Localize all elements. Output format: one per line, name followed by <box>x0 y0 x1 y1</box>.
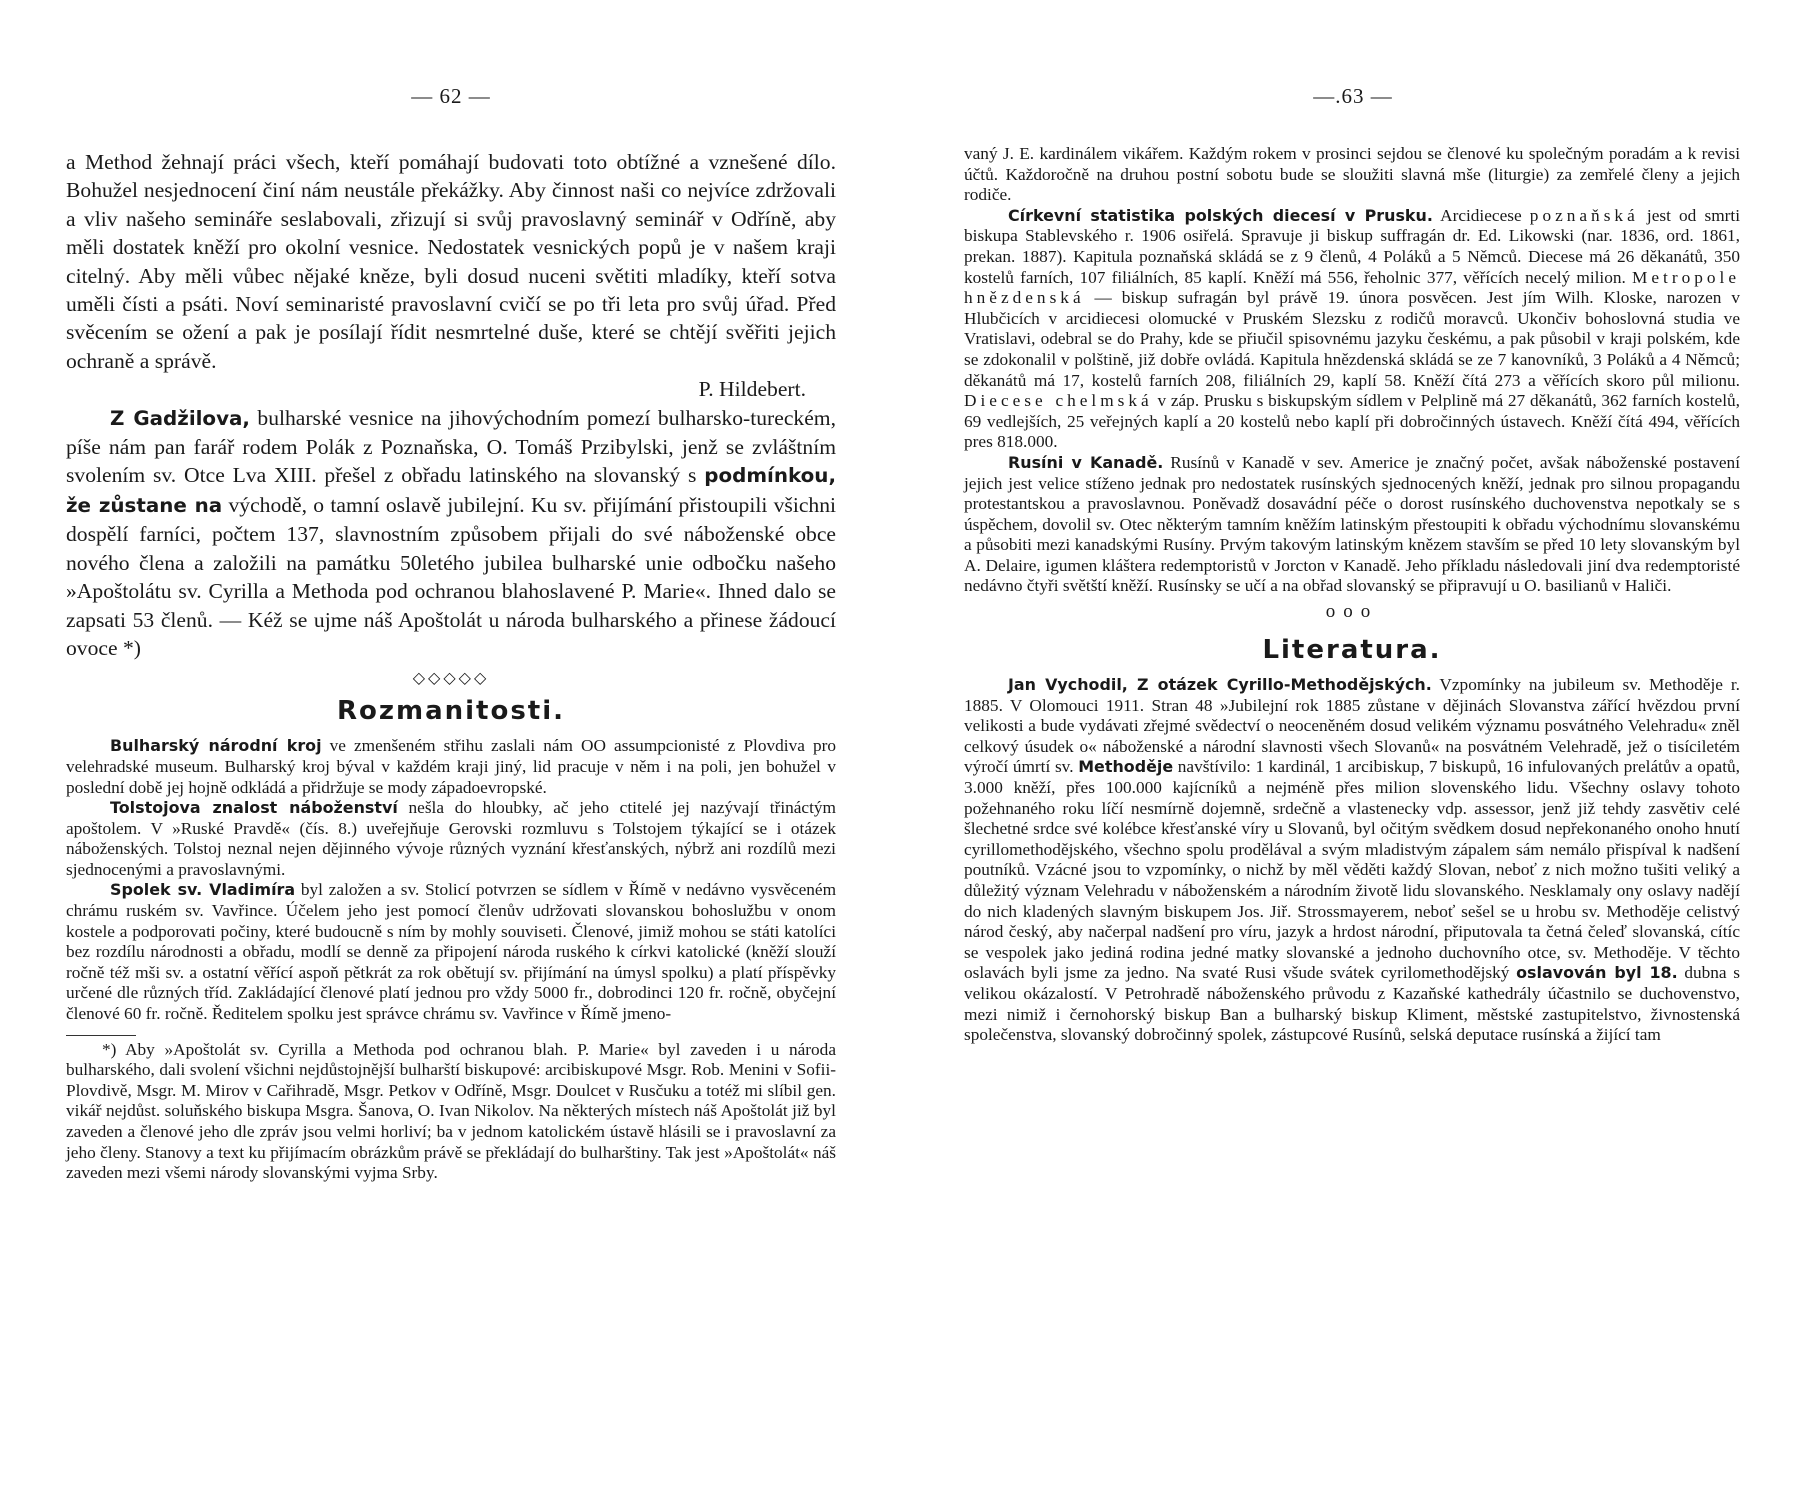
item-text: byl založen a sv. Stolicí potvrzen se sídlem v Římě v nedávno vysvěceném chrámu ruském sv. Vavřince. Účelem jeho jest pomocí členův udržovati slovanskou bohoslužbu v onom kostele a podporovati počiny, které budoucně s ním by mohly souviseti. Členové, jimiž mohou se státi katolíci bez rozdílu národnosti a obřadu, modlí se denně za připojení národa ruského k církvi katolické (kněží slouží ročně též mši sv. a ostatní věřící aspoň pětkrát za rok obětují sv. přijímání na úmysl spolku) a platí příspěvky určené dle různých tříd. Zakládající členové platí jednou pro vždy 5000 fr., dobrodinci 120 fr. ročně, obyčejní členové 60 fr. ročně. Ředitelem spolku jest správce chrámu sv. Vavřince v Římě jmeno- <box>66 880 837 1024</box>
news-item <box>66 736 836 798</box>
ornament: ooo <box>1325 601 1379 623</box>
item-text: Rusínů v Kanadě v sev. Americe je značný počet, avšak náboženské postavení jejich jest velice stíženo jednak pro nedostatek rusínských sjednocených kněží, jednak pro silnou propagandu protestantskou a pravoslavnou. Poněvadž dosavádní péče o dorost rusínského duchovenstva nepotkaly se s úspěchem, dovolil sv. Otec některým tamním kněžím latinským přestoupiti k obřadu východnímu slovanskému a působiti mezi kanadskými Rusíny. Prvým takovým latinským knězem stavším se před 10 lety slovanským byl A. Delaire, igumen kláštera redemptoristů v Jorcton v Kanadě. Jeho příkladu následovali jiní dva redemptoristé nedávno čtyři světští kněží. Rusínsky se učí a na obřad slovanský se připravují u O. basilianů v Haliči. <box>964 452 1740 596</box>
item-text: — biskup sufragán byl právě 19. února posvěcen. Jest jím Wilh. Kloske, narozen v Hlubčicích v arcidiecesi olomucké v Pruském Slezsku z rodičů moravců. Ukončiv bohoslovná studia ve Vratislavi, odebral se do Prahy, kde se přiučil spisovnému jazyku českému, a pak působil v kraji polském, kde se zdokonalil v polštině, již dobře ovládá. Kapitula hnězdenská skládá se ze 7 kanovníků, 3 Poláků a 4 Němců; děkanátů má 17, kostelů farních 208, filiálních 29, kaplí 58. Kněží čítá 273 a věřících skoro půl milionu. <box>964 288 1740 390</box>
news-item <box>964 453 1740 597</box>
emphasis: Methoděje <box>1078 757 1174 777</box>
item-text: Arcidiecese <box>1432 205 1530 225</box>
spaced-text: Diecese chelmská <box>964 391 1153 411</box>
signature: P. Hildebert. <box>698 377 806 402</box>
news-item <box>66 880 836 1024</box>
item-lead: Spolek sv. Vladimíra <box>110 880 296 900</box>
page-number: — 62 — <box>411 84 491 108</box>
right-page <box>902 0 1804 1500</box>
paragraph: vaný J. E. kardinálem vikářem. Každým rokem v prosinci sejdou se členové ku společným poradám a k revisi účtů. Každoročně na druhou postní sobotu bude se sloužiti slavná mše (liturgie) za zemřelé členy a jejich rodiče. <box>964 144 1740 205</box>
item-text: nešla do hloubky, ač jeho ctitelé jej nazývají třináctým apoštolem. V »Ruské Pravdě« (čís. 8.) uveřejňuje Gerovski rozmluvu s Tolstojem týkající se i otázek náboženských. Tolstoj neznal nejen dějinného vývoje různých vyznání křesťanských, nýbrž ani rozdílů mezi sjednocenými a pravoslavnými. <box>66 798 836 879</box>
section-heading: Literatura. <box>1262 635 1442 666</box>
footnote: *) Aby »Apoštolát sv. Cyrilla a Methoda pod ochranou blah. P. Marie« byl zaveden i u národa bulharského, dali svolení všichni nejdůstojnější bulharští biskupové: arcibiskupové Msgr. Rob. Menini v Sofii-Plovdivě, Msgr. M. Mirov v Cařihradě, Msgr. Petkov v Odříně, Msgr. Doulcet v Rusčuku a totéž mi slíbil gen. vikář nejdůst. soluňského biskupa Msgra. Šanova, O. Ivan Nikolov. Na některých místech náš Apoštolát již byl zaveden a členové jeho dle zpráv jsou velmi horliví; ba v jednom katolickém ústavě hlásili se i pravoslavní za jeho členy. Stanovy a text ku přijímacím obrázkům právě se překládají do bulharštiny. Tak jest »Apoštolát« náš zaveden mezi všemi národy slovanskými vyjma Srby. <box>66 1039 836 1183</box>
emphasis: oslavován byl 18. <box>1516 963 1678 983</box>
emphasis: podmínkou, že zůstane na <box>66 464 836 517</box>
spaced-text: Metropole hnězdenská <box>964 267 1740 308</box>
paragraph <box>66 404 836 663</box>
footnote-rule <box>66 1035 136 1036</box>
item-text: jest od smrti biskupa Stablevského r. 1906 osiřelá. Spravuje ji biskup suffragán dr. Ed. Likowski (nar. 1836, ord. 1861, prekan. 1887). Kapitula poznaňská skládá se z 9 členů, 4 Poláků a 5 Němců. Diecese má 26 děkanátů, 350 kostelů farních, 107 filiálních, 85 kaplí. Kněží má 556, řeholnic 377, věřících necelý milion. <box>964 205 1740 287</box>
paragraph-text: bulharské vesnice na jihovýchodním pomezí bulharsko-tureckém, píše nám pan farář rodem Polák z Poznaňska, O. Tomáš Przibylski, jenž se zvláštním svolením sv. Otce Lva XIII. přešel z obřadu latinského na slovanský s <box>66 405 836 488</box>
literature-review <box>964 675 1740 1046</box>
page-number: —.63 — <box>1313 84 1393 108</box>
ornament: ◇◇◇◇◇ <box>412 670 490 688</box>
item-text: Vzpomínky na jubileum sv. Methoděje r. 1885. V Olomouci 1911. Stran 48 »Jubilejní rok 1885 zůstane v dějinách Slovanstva zářící hvězdou první velikosti a bude vydávati zřejmé svědectví o neoceněném dosud velikém významu posvátného Velehradu« zněl celkový úsudek o« náboženské a národní slavnosti všech Slovanů« na posvátném Velehradě, jež o tisíciletém výročí úmrtí sv. <box>964 675 1740 777</box>
spaced-text: poznaňská <box>1529 205 1639 225</box>
left-column <box>66 148 836 1184</box>
right-column <box>964 144 1740 1046</box>
item-text: v záp. Prusku s biskupským sídlem v Pelplině má 27 děkanátů, 362 farních kostelů, 69 vedlejších, 25 veřejných kaplí a 20 kostelů nebo kaplí při dobročinných ústavech. Kněží čítá 494, věřících pres 818.000. <box>964 391 1740 452</box>
paragraph-text: východě, o tamní oslavě jubilejní. Ku sv. přijímání přistoupili všichni dospělí farníci, počtem 137, slavnostním způsobem přijali do své náboženské obce nového člena a založili na památku 50letého jubilea bulharské unie odbočku našeho »Apoštolátu sv. Cyrilla a Methoda pod ochranou blahoslavené P. Marie«. Ihned dalo se zapsati 53 členů. — Kéž se ujme náš Apoštolát u národa bulharského a přinese žádoucí ovoce *) <box>66 492 836 660</box>
item-lead: Bulharský národní kroj <box>110 736 322 756</box>
item-text: dubna s velikou okázalostí. V Petrohradě náboženského průvodu z Kazaňské kathedrály účastnilo se duchovenstvo, mezi nimiž i černohorský biskup Ban a bulharský biskup Kliment, městské zastupitelstvo, živnostenská společenstva, slovanský dobročinný spolek, zástupcové Rusínů, selská deputace rusínská a žijící tam <box>964 963 1740 1045</box>
section-heading: Rozmanitosti. <box>336 696 566 727</box>
item-lead: Jan Vychodil, Z otázek Cyrillo-Methodějských. <box>1008 675 1432 695</box>
paragraph: a Method žehnají práci všech, kteří pomáhají budovati toto obtížné a vznešené dílo. Bohužel nesjednocení činí nám neustále překážky. Aby činnost naši co nejvíce zdržovali a vliv našeho semináře seslabovali, zřizují si svůj pravoslavný seminář v Odříně, aby měli dostatek kněží pro okolní vesnice. Nedostatek vesnických popů je v našem kraji citelný. Aby měli vůbec nějaké kněze, byli dosud nuceni světiti mladíky, kteří sotva uměli čísti a psáti. Noví seminaristé pravoslavní cvičí se po tři leta pro svůj úřad. Před svěcením se ožení a pak je posílají řídit nesmrtelné duše, které se chtějí svěřiti jejich ochraně a správě. <box>66 150 836 373</box>
news-item <box>66 798 836 880</box>
news-item <box>964 206 1740 453</box>
item-text: ve zmenšeném střihu zaslali nám OO assumpcionisté z Plovdiva pro velehradské museum. Bulharský kroj býval v každém kraji jiný, lid pracuje v něm i na poli, jen bohužel v poslední době jej hojně odkládá a přidržuje se mody západoevropské. <box>66 736 836 797</box>
paragraph-lead: Z Gadžilova, <box>110 406 250 430</box>
item-lead: Rusíni v Kanadě. <box>1008 452 1164 472</box>
item-text: navštívilo: 1 kardinál, 1 arcibiskup, 7 biskupů, 16 infulovaných prelátův a opatů, 3.000 kněží, přes 100.000 kajícníků a nejméně přes milion slovenského lidu. Všechny oslavy tohoto požehnaného roku líčí nesmírně dojemně, srdečně a vlastenecky vdp. assessor, jenž již tehdy zasvětiv celé šlechetné srdce své kolébce křesťanské víry u Slovanů, byl očitým svědkem dosud nepřekonaného onoho hnutí cyrillomethodějského, všechno spolu prodělával a svým mladistvým zápalem sám nemálo přispíval k nadšení poutníků. Vzácné jsou to vzpomínky, o nichž by měl věděti každý Slovan, neboť z nich možno tušiti veliký a důležitý význam Velehradu v náboženském a národním životě lidu slovanského. Nesklamaly ony oslavy nadějí do nich kladených slavným biskupem Jos. Jiř. Strossmayerem, neboť sešel se u hrobu sv. Methoděje celistvý národ český, aby načerpal nadšení pro víru, jazyk a hrdost národní, připutovala ta četná čeleď slovanská, cítíc se vespolek jako jediná rodina jedné matky slovanské a jednoho duchovního otce, sv. Methoděje. V těchto oslavách byli jsme za jedno. Na svaté Rusi všude svátek cyrilomethodějský <box>964 757 1740 983</box>
item-lead: Tolstojova znalost náboženství <box>110 798 398 818</box>
item-lead: Církevní statistika polských diecesí v Prusku. <box>1008 205 1433 225</box>
